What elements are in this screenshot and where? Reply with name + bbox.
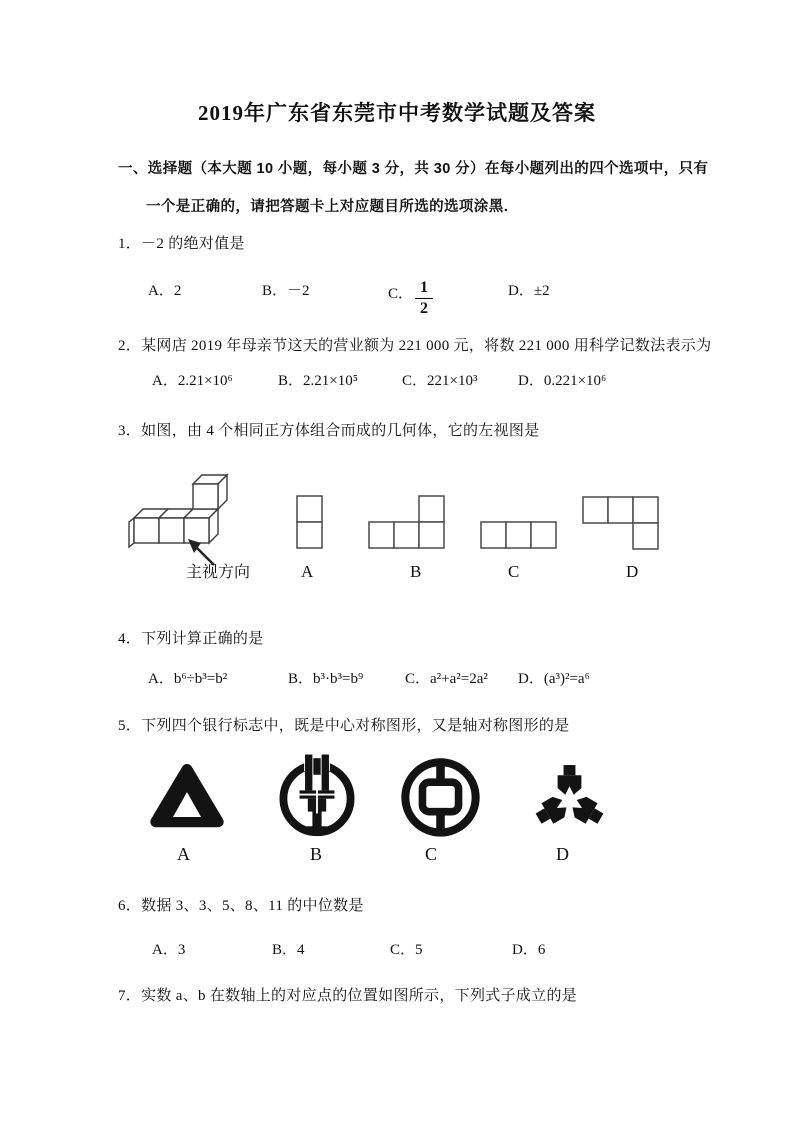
three-fold-bank-logo-icon	[527, 749, 612, 844]
fraction-numerator: 1	[415, 279, 433, 299]
agricultural-bank-logo-icon	[271, 746, 363, 844]
question-6-stem: 6．数据 3、3、5、8、11 的中位数是	[118, 898, 364, 914]
question-1-stem: 1．－2 的绝对值是	[118, 236, 245, 252]
q1-option-c	[388, 279, 433, 317]
question-5-stem: 5．下列四个银行标志中，既是中心对称图形，又是轴对称图形的是	[118, 718, 570, 734]
q1-option-b: B．－2	[262, 283, 310, 299]
question-4-options	[0, 667, 794, 719]
page-title: 2019年广东省东莞市中考数学试题及答案	[198, 101, 596, 125]
q4-option-a: A．b⁶÷b³=b²	[148, 671, 228, 687]
view-option-a-icon	[296, 495, 323, 549]
q4-option-d: D．(a³)²=a⁶	[518, 671, 590, 687]
q5-label-d: D	[556, 844, 570, 864]
q3-label-b: B	[410, 562, 422, 581]
q4-option-b: B．b³·b³=b⁹	[288, 671, 364, 687]
question-2-stem: 2．某网店 2019 年母亲节这天的营业额为 221 000 元，将数 221 000 用科学记数法表示为	[118, 338, 712, 354]
question-2-options	[0, 369, 794, 421]
q6-option-d: D．6	[512, 942, 546, 958]
fraction-one-half	[415, 279, 433, 317]
question-1-options	[0, 263, 794, 315]
view-option-c-icon	[480, 521, 559, 549]
q3-label-a: A	[301, 562, 314, 581]
q6-option-b: B．4	[272, 942, 305, 958]
section-heading-line1: 一、选择题（本大题 10 小题，每小题 3 分，共 30 分）在每小题列出的四个选项中，只有	[118, 161, 709, 177]
question-3-stem: 3．如图，由 4 个相同正方体组合而成的几何体，它的左视图是	[118, 423, 540, 439]
q4-option-c: C．a²+a²=2a²	[405, 671, 488, 687]
q5-label-c: C	[425, 844, 438, 864]
question-7-stem: 7．实数 a、b 在数轴上的对应点的位置如图所示，下列式子成立的是	[118, 988, 578, 1004]
q1-option-a: A．2	[148, 283, 182, 299]
fraction-denominator: 2	[420, 300, 429, 317]
question-4-stem: 4．下列计算正确的是	[118, 631, 264, 647]
q3-label-c: C	[508, 562, 520, 581]
q3-label-d: D	[626, 562, 639, 581]
q6-option-c: C．5	[390, 942, 423, 958]
bank-of-china-logo-icon	[393, 747, 488, 844]
question-6-options	[0, 938, 794, 990]
q2-option-a: A．2.21×10⁶	[152, 373, 233, 389]
view-option-d-icon	[582, 496, 661, 550]
q2-option-d: D．0.221×10⁶	[518, 373, 607, 389]
q1-option-d: D．±2	[508, 283, 550, 299]
section-heading-line2: 一个是正确的，请把答题卡上对应题目所选的选项涂黑．	[146, 199, 519, 215]
q6-option-a: A．3	[152, 942, 186, 958]
triangle-bank-logo-icon	[148, 751, 226, 841]
view-option-b-icon	[368, 495, 445, 549]
q5-label-a: A	[177, 844, 191, 864]
q2-option-c: C．221×10³	[402, 373, 478, 389]
q5-label-b: B	[310, 844, 323, 864]
cubes-3d-figure-icon	[128, 465, 233, 570]
q2-option-b: B．2.21×10⁵	[278, 373, 358, 389]
q1-option-c-label: C．	[388, 286, 414, 302]
figure-caption-front-view: 主视方向	[186, 564, 251, 581]
